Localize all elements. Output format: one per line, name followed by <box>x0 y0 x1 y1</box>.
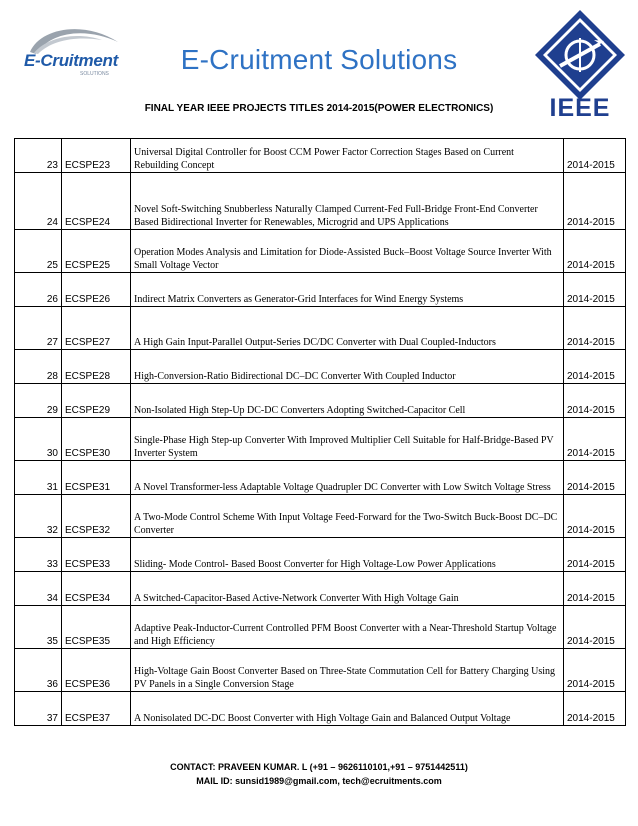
ieee-logo <box>532 8 628 120</box>
row-code: ECSPE31 <box>62 461 131 495</box>
row-number: 27 <box>15 307 62 350</box>
table-row <box>15 139 626 173</box>
row-number: 33 <box>15 538 62 572</box>
logo-text: E-Cruitment <box>24 51 118 70</box>
row-code: ECSPE27 <box>62 307 131 350</box>
row-title: High-Voltage Gain Boost Converter Based on Three-State Commutation Cell for Battery Charging Using PV Panels in a Single Conversion Stage <box>131 649 564 692</box>
row-title: Novel Soft-Switching Snubberless Naturally Clamped Current-Fed Full-Bridge Front-End Converter Based Bidirectional Inverter for Renewables, Microgrid and UPS Applications <box>131 173 564 230</box>
row-number: 30 <box>15 418 62 461</box>
row-code: ECSPE23 <box>62 139 131 173</box>
row-number: 37 <box>15 692 62 726</box>
row-code: ECSPE30 <box>62 418 131 461</box>
row-year: 2014-2015 <box>564 572 626 606</box>
row-code: ECSPE33 <box>62 538 131 572</box>
row-year: 2014-2015 <box>564 230 626 273</box>
row-year: 2014-2015 <box>564 307 626 350</box>
logo-subtext: SOLUTIONS <box>80 71 109 77</box>
footer-mail: MAIL ID: sunsid1989@gmail.com, tech@ecruitments.com <box>196 776 442 786</box>
row-title: A Nonisolated DC-DC Boost Converter with High Voltage Gain and Balanced Output Voltage <box>131 692 564 726</box>
table-row <box>15 461 626 495</box>
row-number: 28 <box>15 350 62 384</box>
row-code: ECSPE28 <box>62 350 131 384</box>
row-year: 2014-2015 <box>564 461 626 495</box>
row-title: Sliding- Mode Control- Based Boost Converter for High Voltage-Low Power Applications <box>131 538 564 572</box>
row-title: High-Conversion-Ratio Bidirectional DC–DC Converter With Coupled Inductor <box>131 350 564 384</box>
row-code: ECSPE35 <box>62 606 131 649</box>
table-row <box>15 606 626 649</box>
row-year: 2014-2015 <box>564 606 626 649</box>
row-title: Universal Digital Controller for Boost CCM Power Factor Correction Stages Based on Current Rebuilding Concept <box>131 139 564 173</box>
row-title: A High Gain Input-Parallel Output-Series DC/DC Converter with Dual Coupled-Inductors <box>131 307 564 350</box>
row-year: 2014-2015 <box>564 173 626 230</box>
row-number: 25 <box>15 230 62 273</box>
row-code: ECSPE24 <box>62 173 131 230</box>
row-number: 35 <box>15 606 62 649</box>
row-title: Non-Isolated High Step-Up DC-DC Converters Adopting Switched-Capacitor Cell <box>131 384 564 418</box>
footer-contact: CONTACT: PRAVEEN KUMAR. L (+91 – 9626110101,+91 – 9751442511) <box>170 762 468 772</box>
row-title: Operation Modes Analysis and Limitation for Diode-Assisted Buck–Boost Voltage Source Inverter With Small Voltage Vector <box>131 230 564 273</box>
page-title: E-Cruitment Solutions <box>180 44 458 75</box>
row-year: 2014-2015 <box>564 139 626 173</box>
row-year: 2014-2015 <box>564 350 626 384</box>
table-row <box>15 350 626 384</box>
row-title: A Novel Transformer-less Adaptable Voltage Quadrupler DC Converter with Low Switch Voltage Stress <box>131 461 564 495</box>
row-code: ECSPE25 <box>62 230 131 273</box>
row-year: 2014-2015 <box>564 649 626 692</box>
table-row <box>15 649 626 692</box>
row-year: 2014-2015 <box>564 692 626 726</box>
row-year: 2014-2015 <box>564 418 626 461</box>
table-row <box>15 418 626 461</box>
row-year: 2014-2015 <box>564 538 626 572</box>
row-code: ECSPE36 <box>62 649 131 692</box>
row-title: Adaptive Peak-Inductor-Current Controlled PFM Boost Converter with a Near-Threshold Startup Voltage and High Efficiency <box>131 606 564 649</box>
page-subtitle: FINAL YEAR IEEE PROJECTS TITLES 2014-2015(POWER ELECTRONICS) <box>144 103 494 114</box>
projects-table <box>14 138 626 726</box>
row-code: ECSPE32 <box>62 495 131 538</box>
row-code: ECSPE37 <box>62 692 131 726</box>
row-title: Indirect Matrix Converters as Generator-Grid Interfaces for Wind Energy Systems <box>131 273 564 307</box>
table-row <box>15 495 626 538</box>
table-row <box>15 307 626 350</box>
row-title: A Switched-Capacitor-Based Active-Network Converter With High Voltage Gain <box>131 572 564 606</box>
table-row <box>15 273 626 307</box>
row-number: 32 <box>15 495 62 538</box>
table-row <box>15 173 626 230</box>
row-code: ECSPE26 <box>62 273 131 307</box>
row-number: 31 <box>15 461 62 495</box>
table-row <box>15 692 626 726</box>
row-title: Single-Phase High Step-up Converter With Improved Multiplier Cell Suitable for Half-Bridge-Based PV Inverter System <box>131 418 564 461</box>
row-number: 26 <box>15 273 62 307</box>
row-title: A Two-Mode Control Scheme With Input Voltage Feed-Forward for the Two-Switch Buck-Boost DC–DC Converter <box>131 495 564 538</box>
row-code: ECSPE29 <box>62 384 131 418</box>
row-number: 36 <box>15 649 62 692</box>
row-year: 2014-2015 <box>564 495 626 538</box>
row-number: 34 <box>15 572 62 606</box>
table-row <box>15 538 626 572</box>
row-number: 23 <box>15 139 62 173</box>
row-number: 29 <box>15 384 62 418</box>
table-row <box>15 572 626 606</box>
row-year: 2014-2015 <box>564 273 626 307</box>
ieee-logo-text: IEEE <box>549 94 611 122</box>
row-code: ECSPE34 <box>62 572 131 606</box>
projects-table-body <box>15 139 626 726</box>
table-row <box>15 230 626 273</box>
table-row <box>15 384 626 418</box>
row-number: 24 <box>15 173 62 230</box>
row-year: 2014-2015 <box>564 384 626 418</box>
